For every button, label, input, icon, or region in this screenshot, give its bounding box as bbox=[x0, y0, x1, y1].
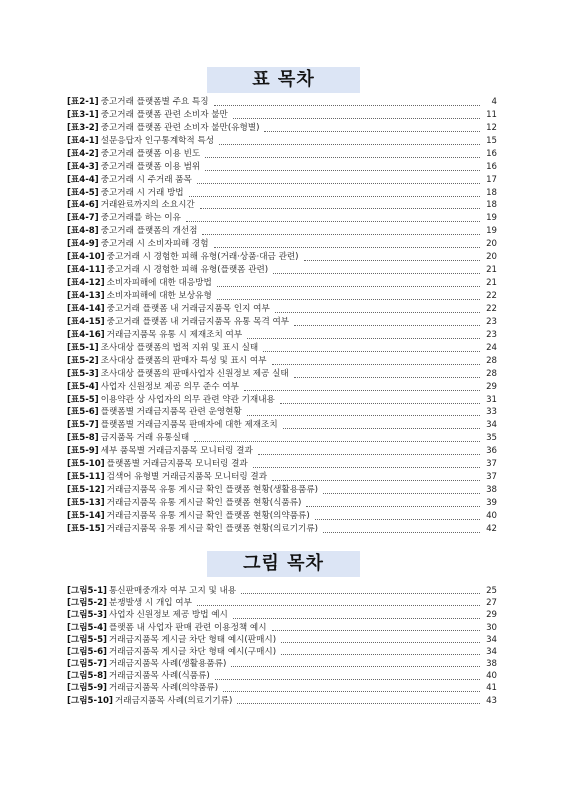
entry-number: [그림5-8] bbox=[67, 671, 107, 682]
entry-number: [표4-8] bbox=[67, 226, 99, 237]
entry-page-number: 41 bbox=[486, 683, 497, 694]
entry-number: [그림5-9] bbox=[67, 683, 107, 694]
entry-page-number: 34 bbox=[486, 646, 497, 657]
entry-page-number: 37 bbox=[486, 472, 497, 483]
table-toc-entry[interactable] bbox=[67, 471, 497, 484]
table-toc-entry[interactable] bbox=[67, 251, 497, 264]
entry-page-number: 18 bbox=[486, 200, 497, 211]
entry-page-number: 30 bbox=[486, 622, 497, 633]
dot-leader bbox=[272, 630, 480, 631]
entry-title: 세부 품목별 거래금지품목 모니터링 결과 bbox=[100, 446, 253, 457]
entry-title: 중고거래 플랫폼의 개선점 bbox=[100, 226, 198, 237]
entry-page-number: 11 bbox=[486, 109, 497, 120]
entry-page-number: 36 bbox=[486, 446, 497, 457]
entry-title: 소비자피해에 대한 대응방법 bbox=[106, 278, 212, 289]
figure-toc-entry[interactable] bbox=[67, 597, 497, 609]
entry-title: 소비자피해에 대한 보상유형 bbox=[106, 291, 212, 302]
entry-number: [표3-1] bbox=[67, 109, 99, 120]
figure-toc-entry[interactable] bbox=[67, 670, 497, 682]
entry-title: 중고거래 시 경험한 피해 유형(거래·상품·대금 관련) bbox=[106, 252, 299, 263]
entry-title: 거래금지품목 유통 게시글 확인 플랫폼 현황(식품류) bbox=[106, 498, 302, 509]
dot-leader bbox=[223, 691, 480, 692]
dot-leader bbox=[304, 260, 480, 261]
dot-leader bbox=[202, 234, 480, 235]
entry-number: [표5-6] bbox=[67, 407, 99, 418]
table-toc-entry[interactable] bbox=[67, 109, 497, 122]
entry-page-number: 35 bbox=[486, 433, 497, 444]
dot-leader bbox=[237, 703, 480, 704]
entry-title: 거래금지품목 유통 시 제재조치 여부 bbox=[106, 329, 243, 340]
entry-title: 거래금지품목 사례(의료기기류) bbox=[114, 695, 233, 706]
dot-leader bbox=[294, 377, 480, 378]
dot-leader bbox=[214, 105, 480, 106]
entry-title: 거래금지품목 사례(생활용품류) bbox=[108, 659, 227, 670]
entry-page-number: 43 bbox=[486, 695, 497, 706]
table-toc-entry[interactable] bbox=[67, 264, 497, 277]
dot-leader bbox=[294, 325, 480, 326]
entry-number: [그림5-6] bbox=[67, 646, 107, 657]
table-toc-entry[interactable] bbox=[67, 407, 497, 420]
entry-title: 중고거래 시 경험한 피해 유형(플랫폼 관련) bbox=[106, 265, 269, 276]
table-toc-entry[interactable] bbox=[67, 523, 497, 536]
dot-leader bbox=[273, 273, 480, 274]
entry-title: 조사대상 플랫폼의 판매사업자 신원정보 제공 실태 bbox=[100, 368, 289, 379]
entry-number: [그림5-5] bbox=[67, 634, 107, 645]
table-toc-entry[interactable] bbox=[67, 497, 497, 510]
entry-title: 플랫폼별 거래금지품목 관련 운영현황 bbox=[100, 407, 242, 418]
table-toc-entry[interactable] bbox=[67, 484, 497, 497]
entry-number: [표4-14] bbox=[67, 303, 105, 314]
dot-leader bbox=[275, 312, 480, 313]
entry-page-number: 40 bbox=[486, 510, 497, 521]
entry-number: [표5-1] bbox=[67, 342, 99, 353]
figure-toc-entry[interactable] bbox=[67, 585, 497, 597]
table-toc-entry[interactable] bbox=[67, 510, 497, 523]
table-toc-entry[interactable] bbox=[67, 303, 497, 316]
dot-leader bbox=[281, 642, 480, 643]
entry-number: [그림5-4] bbox=[67, 622, 107, 633]
entry-page-number: 4 bbox=[491, 96, 497, 107]
dot-leader bbox=[214, 247, 480, 248]
entry-title: 조사대상 플랫폼의 법적 지위 및 표시 실태 bbox=[100, 342, 259, 353]
table-toc-entry[interactable] bbox=[67, 445, 497, 458]
entry-number: [표4-1] bbox=[67, 135, 99, 146]
table-toc-entry[interactable] bbox=[67, 394, 497, 407]
figure-toc-entry[interactable] bbox=[67, 658, 497, 670]
table-toc-entry[interactable] bbox=[67, 122, 497, 135]
entry-title: 중고거래를 하는 이유 bbox=[100, 213, 181, 224]
entry-page-number: 23 bbox=[486, 329, 497, 340]
dot-leader bbox=[217, 299, 480, 300]
entry-title: 통신판매중개자 여부 고지 및 내용 bbox=[108, 585, 237, 596]
table-toc-entry[interactable] bbox=[67, 368, 497, 381]
entry-number: [표5-10] bbox=[67, 459, 105, 470]
table-toc-entry[interactable] bbox=[67, 290, 497, 303]
dot-leader bbox=[205, 170, 480, 171]
entry-page-number: 19 bbox=[486, 213, 497, 224]
table-toc-entry[interactable] bbox=[67, 458, 497, 471]
entry-page-number: 27 bbox=[486, 598, 497, 609]
entry-title: 중고거래 플랫폼별 주요 특징 bbox=[100, 96, 209, 107]
entry-page-number: 20 bbox=[486, 239, 497, 250]
entry-title: 중고거래 플랫폼 이용 빈도 bbox=[100, 148, 201, 159]
figure-toc-entry[interactable] bbox=[67, 609, 497, 621]
dot-leader bbox=[280, 403, 480, 404]
dot-leader bbox=[264, 131, 480, 132]
dot-leader bbox=[241, 593, 480, 594]
entry-title: 거래금지품목 사례(의약품류) bbox=[108, 683, 219, 694]
entry-number: [표5-15] bbox=[67, 523, 105, 534]
table-toc-entry[interactable] bbox=[67, 187, 497, 200]
entry-page-number: 34 bbox=[486, 420, 497, 431]
entry-number: [표4-4] bbox=[67, 174, 99, 185]
figure-toc-entry[interactable] bbox=[67, 646, 497, 658]
figures-toc-list bbox=[67, 585, 497, 707]
entry-title: 조사대상 플랫폼의 판매자 특성 및 표시 여부 bbox=[100, 355, 267, 366]
entry-title: 중고거래 시 주거래 품목 bbox=[100, 174, 192, 185]
dot-leader bbox=[281, 654, 480, 655]
figure-toc-entry[interactable] bbox=[67, 695, 497, 707]
entry-page-number: 38 bbox=[486, 485, 497, 496]
figure-toc-entry[interactable] bbox=[67, 634, 497, 646]
table-toc-entry[interactable] bbox=[67, 225, 497, 238]
entry-title: 거래금지품목 유통 게시글 확인 플랫폼 현황(의약품류) bbox=[106, 510, 310, 521]
table-toc-entry[interactable] bbox=[67, 419, 497, 432]
dot-leader bbox=[231, 666, 480, 667]
dot-leader bbox=[219, 144, 480, 145]
entry-number: [표4-16] bbox=[67, 329, 105, 340]
entry-title: 중고거래 플랫폼 이용 범위 bbox=[100, 161, 201, 172]
entry-number: [표2-1] bbox=[67, 96, 99, 107]
table-toc-entry[interactable] bbox=[67, 316, 497, 329]
entry-title: 플랫폼별 거래금지품목 모니터링 결과 bbox=[106, 459, 248, 470]
entry-number: [표5-13] bbox=[67, 498, 105, 509]
entry-title: 중고거래 시 소비자피해 경험 bbox=[100, 239, 209, 250]
entry-page-number: 34 bbox=[486, 634, 497, 645]
table-toc-entry[interactable] bbox=[67, 148, 497, 161]
entry-page-number: 28 bbox=[486, 355, 497, 366]
entry-number: [표5-3] bbox=[67, 368, 99, 379]
entry-page-number: 25 bbox=[486, 585, 497, 596]
entry-title: 거래금지품목 유통 게시글 확인 플랫폼 현황(생활용품류) bbox=[106, 485, 318, 496]
entry-page-number: 42 bbox=[486, 523, 497, 534]
dot-leader bbox=[194, 441, 480, 442]
entry-title: 거래완료까지의 소요시간 bbox=[100, 200, 195, 211]
entry-number: [표5-11] bbox=[67, 472, 105, 483]
entry-number: [표4-2] bbox=[67, 148, 99, 159]
entry-number: [표4-10] bbox=[67, 252, 105, 263]
table-toc-entry[interactable] bbox=[67, 96, 497, 109]
table-toc-entry[interactable] bbox=[67, 174, 497, 187]
dot-leader bbox=[253, 467, 480, 468]
table-toc-entry[interactable] bbox=[67, 277, 497, 290]
entry-title: 중고거래 플랫폼 내 거래금지품목 인지 여부 bbox=[106, 303, 270, 314]
entry-title: 중고거래 플랫폼 관련 소비자 불만 bbox=[100, 109, 228, 120]
dot-leader bbox=[247, 338, 480, 339]
table-toc-entry[interactable] bbox=[67, 161, 497, 174]
dot-leader bbox=[217, 286, 480, 287]
entry-page-number: 15 bbox=[486, 135, 497, 146]
entry-number: [표4-3] bbox=[67, 161, 99, 172]
table-toc-entry[interactable] bbox=[67, 355, 497, 368]
entry-title: 분쟁발생 시 개입 여부 bbox=[108, 598, 192, 609]
table-toc-entry[interactable] bbox=[67, 342, 497, 355]
entry-title: 거래금지품목 게시글 차단 형태 예시(판매시) bbox=[108, 634, 277, 645]
entry-number: [그림5-10] bbox=[67, 695, 113, 706]
entry-number: [표4-9] bbox=[67, 239, 99, 250]
entry-number: [표5-7] bbox=[67, 420, 99, 431]
entry-page-number: 12 bbox=[486, 122, 497, 133]
dot-leader bbox=[189, 196, 480, 197]
entry-title: 플랫폼별 거래금지품목 판매자에 대한 제재조치 bbox=[100, 420, 278, 431]
entry-number: [그림5-7] bbox=[67, 659, 107, 670]
entry-number: [표5-8] bbox=[67, 433, 99, 444]
entry-title: 중고거래 플랫폼 관련 소비자 불만(유형별) bbox=[100, 122, 260, 133]
dot-leader bbox=[272, 364, 480, 365]
table-toc-entry[interactable] bbox=[67, 212, 497, 225]
entry-title: 이용약관 상 사업자의 의무 관련 약관 기재내용 bbox=[100, 394, 275, 405]
entry-page-number: 24 bbox=[486, 342, 497, 353]
table-toc-entry[interactable] bbox=[67, 432, 497, 445]
dot-leader bbox=[323, 493, 480, 494]
dot-leader bbox=[283, 428, 480, 429]
entry-page-number: 28 bbox=[486, 368, 497, 379]
entry-page-number: 17 bbox=[486, 174, 497, 185]
entry-title: 플랫폼 내 사업자 판매 관련 이용정책 예시 bbox=[108, 622, 267, 633]
dot-leader bbox=[205, 157, 480, 158]
tables-toc-list bbox=[67, 96, 497, 536]
entry-number: [표3-2] bbox=[67, 122, 99, 133]
entry-title: 금지품목 거래 유통실태 bbox=[100, 433, 190, 444]
table-toc-entry[interactable] bbox=[67, 200, 497, 213]
entry-page-number: 16 bbox=[486, 161, 497, 172]
entry-number: [표5-9] bbox=[67, 446, 99, 457]
dot-leader bbox=[233, 618, 480, 619]
dot-leader bbox=[186, 221, 480, 222]
entry-title: 중고거래 시 거래 방법 bbox=[100, 187, 184, 198]
entry-page-number: 37 bbox=[486, 459, 497, 470]
entry-page-number: 18 bbox=[486, 187, 497, 198]
entry-number: [그림5-3] bbox=[67, 610, 107, 621]
entry-page-number: 20 bbox=[486, 252, 497, 263]
dot-leader bbox=[272, 480, 480, 481]
dot-leader bbox=[197, 183, 480, 184]
entry-number: [표4-6] bbox=[67, 200, 99, 211]
entry-number: [표4-7] bbox=[67, 213, 99, 224]
dot-leader bbox=[233, 118, 480, 119]
entry-page-number: 39 bbox=[486, 498, 497, 509]
table-toc-entry[interactable] bbox=[67, 238, 497, 251]
entry-page-number: 29 bbox=[486, 381, 497, 392]
dot-leader bbox=[315, 519, 480, 520]
entry-number: [표5-14] bbox=[67, 510, 105, 521]
dot-leader bbox=[323, 532, 480, 533]
dot-leader bbox=[306, 506, 480, 507]
entry-page-number: 38 bbox=[486, 659, 497, 670]
entry-page-number: 40 bbox=[486, 671, 497, 682]
figure-toc-entry[interactable] bbox=[67, 622, 497, 634]
dot-leader bbox=[215, 679, 480, 680]
entry-title: 검색어 유형별 거래금지품목 모니터링 결과 bbox=[106, 472, 268, 483]
entry-title: 거래금지품목 게시글 차단 형태 예시(구매시) bbox=[108, 646, 277, 657]
entry-title: 중고거래 플랫폼 내 거래금지품목 유통 목격 여부 bbox=[106, 316, 290, 327]
figures-toc-title: 그림 목차 bbox=[207, 551, 360, 577]
entry-title: 거래금지품목 유통 게시글 확인 플랫폼 현황(의료기기류) bbox=[106, 523, 318, 534]
entry-page-number: 21 bbox=[486, 265, 497, 276]
dot-leader bbox=[258, 454, 480, 455]
entry-page-number: 23 bbox=[486, 316, 497, 327]
figure-toc-entry[interactable] bbox=[67, 683, 497, 695]
dot-leader bbox=[197, 605, 480, 606]
entry-number: [그림5-1] bbox=[67, 585, 107, 596]
entry-page-number: 21 bbox=[486, 278, 497, 289]
dot-leader bbox=[244, 390, 480, 391]
entry-page-number: 33 bbox=[486, 407, 497, 418]
dot-leader bbox=[200, 208, 480, 209]
entry-number: [표4-13] bbox=[67, 291, 105, 302]
entry-number: [표5-12] bbox=[67, 485, 105, 496]
dot-leader bbox=[247, 415, 480, 416]
entry-title: 사업자 신원정보 제공 의무 준수 여부 bbox=[100, 381, 239, 392]
entry-title: 사업자 신원정보 제공 방법 예시 bbox=[108, 610, 228, 621]
tables-toc-title: 표 목차 bbox=[207, 67, 360, 93]
entry-number: [표5-5] bbox=[67, 394, 99, 405]
table-toc-entry[interactable] bbox=[67, 135, 497, 148]
entry-title: 거래금지품목 사례(식품류) bbox=[108, 671, 210, 682]
entry-page-number: 22 bbox=[486, 303, 497, 314]
entry-page-number: 29 bbox=[486, 610, 497, 621]
entry-page-number: 19 bbox=[486, 226, 497, 237]
entry-number: [그림5-2] bbox=[67, 598, 107, 609]
entry-number: [표5-4] bbox=[67, 381, 99, 392]
entry-number: [표4-15] bbox=[67, 316, 105, 327]
entry-page-number: 16 bbox=[486, 148, 497, 159]
entry-number: [표4-11] bbox=[67, 265, 105, 276]
entry-number: [표4-12] bbox=[67, 278, 105, 289]
entry-page-number: 31 bbox=[486, 394, 497, 405]
entry-number: [표5-2] bbox=[67, 355, 99, 366]
table-toc-entry[interactable] bbox=[67, 381, 497, 394]
entry-title: 설문응답자 인구통계학적 특성 bbox=[100, 135, 215, 146]
dot-leader bbox=[263, 351, 480, 352]
table-toc-entry[interactable] bbox=[67, 329, 497, 342]
entry-number: [표4-5] bbox=[67, 187, 99, 198]
entry-page-number: 22 bbox=[486, 291, 497, 302]
